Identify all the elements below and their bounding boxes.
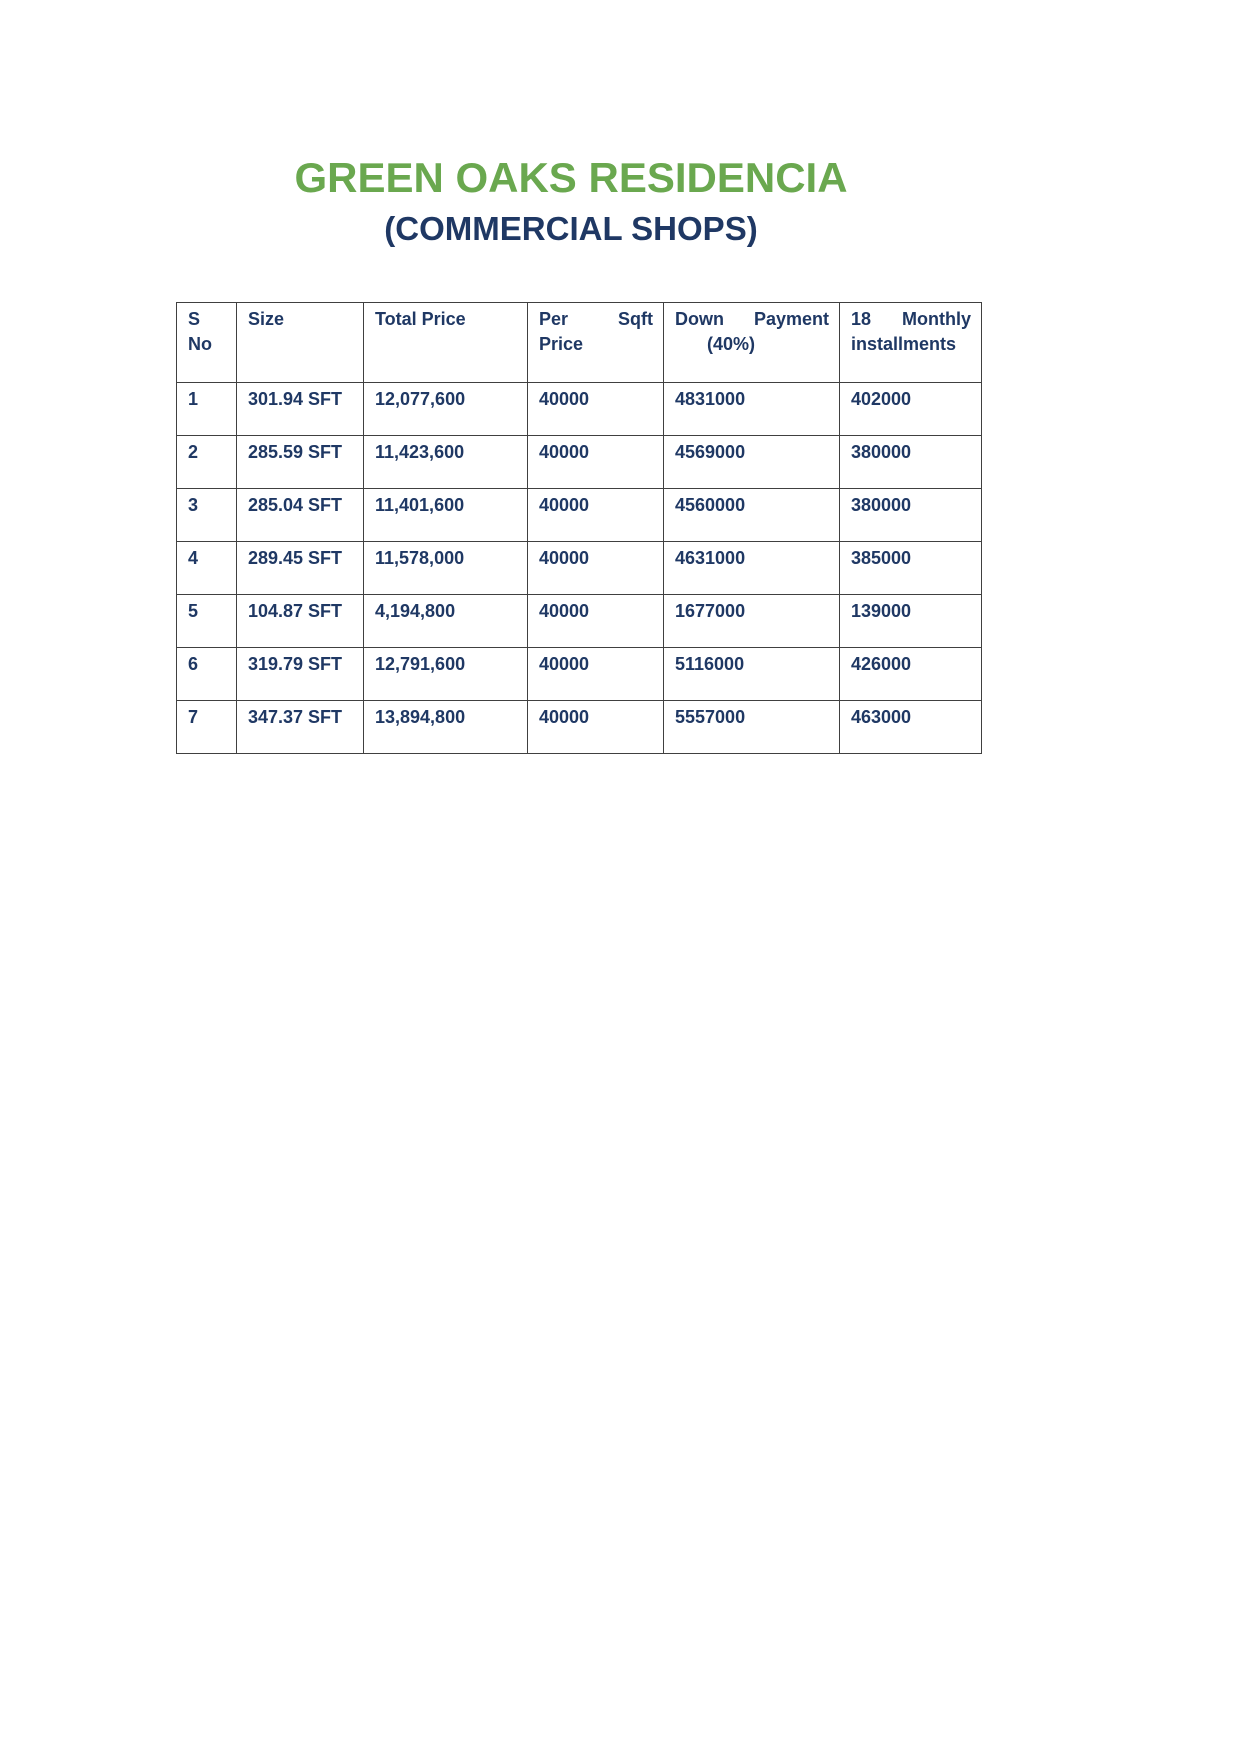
table-row <box>177 383 982 436</box>
header-sno-line2: No <box>188 334 212 354</box>
cell-sno: 4 <box>177 542 237 595</box>
page-title: GREEN OAKS RESIDENCIA <box>294 154 848 201</box>
cell-total-price: 11,423,600 <box>364 436 528 489</box>
header-down-payment-word1: Down <box>675 309 724 329</box>
header-installments-line2: installments <box>851 334 957 354</box>
header-sno-line1: S <box>188 309 201 329</box>
cell-installment: 380000 <box>840 436 982 489</box>
cell-sno: 7 <box>177 701 237 754</box>
header-sno <box>177 303 237 383</box>
header-per-sqft-word1: Per <box>539 309 569 329</box>
header-per-sqft-line2: Price <box>539 334 584 354</box>
cell-installment: 139000 <box>840 595 982 648</box>
cell-total-price: 11,578,000 <box>364 542 528 595</box>
table-row <box>177 595 982 648</box>
cell-installment: 426000 <box>840 648 982 701</box>
cell-down-payment: 1677000 <box>664 595 840 648</box>
cell-sno: 2 <box>177 436 237 489</box>
cell-per-sqft: 40000 <box>528 595 664 648</box>
header-per-sqft-word2: Sqft <box>618 309 653 329</box>
price-table <box>176 302 982 754</box>
cell-total-price: 4,194,800 <box>364 595 528 648</box>
cell-size: 319.79 SFT <box>237 648 364 701</box>
header-installments-word1: 18 <box>851 309 872 329</box>
table-header-row <box>177 303 982 383</box>
header-down-payment <box>664 303 840 383</box>
cell-size: 285.04 SFT <box>237 489 364 542</box>
header-per-sqft-price <box>528 303 664 383</box>
cell-total-price: 12,077,600 <box>364 383 528 436</box>
cell-per-sqft: 40000 <box>528 701 664 754</box>
cell-installment: 380000 <box>840 489 982 542</box>
cell-sno: 1 <box>177 383 237 436</box>
cell-down-payment: 5116000 <box>664 648 840 701</box>
cell-size: 301.94 SFT <box>237 383 364 436</box>
cell-per-sqft: 40000 <box>528 436 664 489</box>
table-row <box>177 489 982 542</box>
header-down-payment-line2: (40%) <box>707 334 756 354</box>
cell-sno: 3 <box>177 489 237 542</box>
cell-sno: 5 <box>177 595 237 648</box>
table-row <box>177 701 982 754</box>
cell-per-sqft: 40000 <box>528 542 664 595</box>
cell-per-sqft: 40000 <box>528 489 664 542</box>
header-installments-word2: Monthly <box>902 309 971 329</box>
cell-size: 104.87 SFT <box>237 595 364 648</box>
page-subtitle: (COMMERCIAL SHOPS) <box>384 210 758 247</box>
cell-per-sqft: 40000 <box>528 648 664 701</box>
cell-total-price: 11,401,600 <box>364 489 528 542</box>
cell-size: 347.37 SFT <box>237 701 364 754</box>
cell-installment: 385000 <box>840 542 982 595</box>
table-row <box>177 542 982 595</box>
header-total-price: Total Price <box>364 303 528 383</box>
header-size: Size <box>237 303 364 383</box>
cell-down-payment: 5557000 <box>664 701 840 754</box>
cell-installment: 463000 <box>840 701 982 754</box>
cell-total-price: 12,791,600 <box>364 648 528 701</box>
table-row <box>177 436 982 489</box>
table-row <box>177 648 982 701</box>
cell-size: 289.45 SFT <box>237 542 364 595</box>
cell-per-sqft: 40000 <box>528 383 664 436</box>
cell-installment: 402000 <box>840 383 982 436</box>
header-installments <box>840 303 982 383</box>
cell-sno: 6 <box>177 648 237 701</box>
cell-down-payment: 4831000 <box>664 383 840 436</box>
cell-total-price: 13,894,800 <box>364 701 528 754</box>
header-down-payment-word2: Payment <box>753 309 829 329</box>
cell-down-payment: 4560000 <box>664 489 840 542</box>
cell-size: 285.59 SFT <box>237 436 364 489</box>
cell-down-payment: 4569000 <box>664 436 840 489</box>
cell-down-payment: 4631000 <box>664 542 840 595</box>
